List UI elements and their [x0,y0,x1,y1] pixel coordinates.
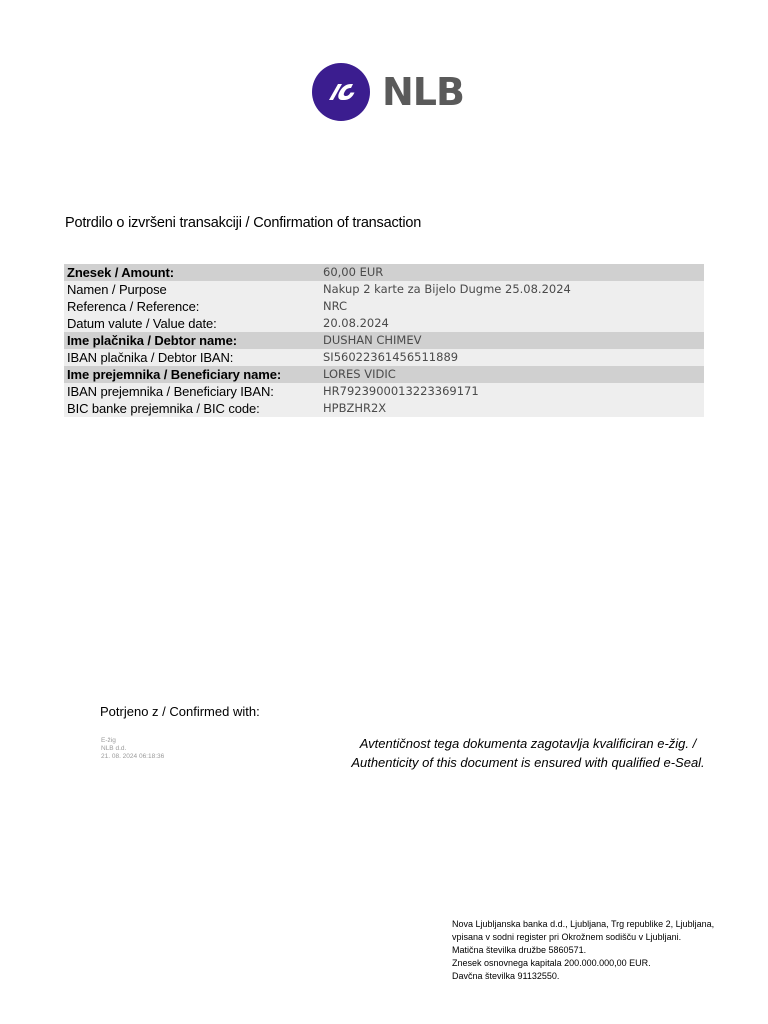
nlb-logo [312,63,464,121]
footer-line: Znesek osnovnega kapitala 200.000.000,00 EUR. [452,958,651,968]
row-label: Datum valute / Value date: [64,315,320,332]
row-label: IBAN prejemnika / Beneficiary IBAN: [64,383,320,400]
row-value: DUSHAN CHIMEV [320,332,704,349]
authenticity-line: Authenticity of this document is ensured with qualified e-Seal. [351,755,705,770]
footer-line: Matična številka družbe 5860571. [452,945,587,955]
row-value: NRC [320,298,704,315]
bank-footer [452,918,714,983]
row-label: BIC banke prejemnika / BIC code: [64,400,320,417]
row-value: Nakup 2 karte za Bijelo Dugme 25.08.2024 [320,281,704,298]
nlb-logo-mark-icon [312,63,370,121]
table-row [64,264,704,281]
table-row [64,332,704,349]
seal-line: NLB d.d. [101,745,127,752]
row-value: HR7923900013223369171 [320,383,704,400]
row-label: Referenca / Reference: [64,298,320,315]
row-label: Znesek / Amount: [64,264,320,281]
row-label: Namen / Purpose [64,281,320,298]
authenticity-note [348,734,708,772]
seal-line: E-žig [101,737,116,744]
footer-line: vpisana v sodni register pri Okrožnem sodišču v Ljubljani. [452,932,682,942]
table-row [64,366,704,383]
row-value: 20.08.2024 [320,315,704,332]
row-label: Ime prejemnika / Beneficiary name: [64,366,320,383]
seal-line: 21. 08. 2024 06:18:36 [101,753,165,760]
confirmed-with-label: Potrjeno z / Confirmed with: [100,704,260,719]
row-label: Ime plačnika / Debtor name: [64,332,320,349]
table-row [64,349,704,366]
document-title: Potrdilo o izvršeni transakciji / Confirmation of transaction [65,215,422,231]
e-seal-stamp [101,737,164,761]
footer-line: Davčna številka 91132550. [452,971,560,981]
row-value: LORES VIDIC [320,366,704,383]
row-label: IBAN plačnika / Debtor IBAN: [64,349,320,366]
row-value: 60,00 EUR [320,264,704,281]
table-row [64,315,704,332]
table-row [64,298,704,315]
transaction-table [64,264,704,417]
authenticity-line: Avtentičnost tega dokumenta zagotavlja kvalificiran e-žig. / [359,736,697,751]
table-row [64,281,704,298]
table-row [64,383,704,400]
table-row [64,400,704,417]
row-value: SI56022361456511889 [320,349,704,366]
nlb-logo-text: NLB [382,70,464,114]
footer-line: Nova Ljubljanska banka d.d., Ljubljana, Trg republike 2, Ljubljana, [452,919,715,929]
row-value: HPBZHR2X [320,400,704,417]
